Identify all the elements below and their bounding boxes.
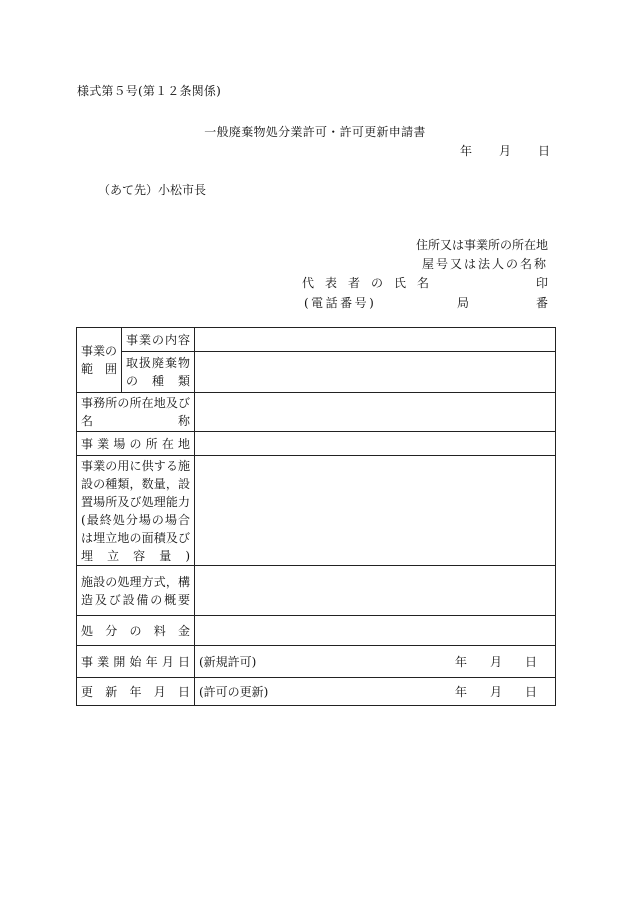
application-table bbox=[76, 327, 556, 706]
date-month: 月 bbox=[498, 144, 511, 158]
start-year: 年 bbox=[455, 654, 468, 669]
date-year: 年 bbox=[460, 144, 473, 158]
renewal-date-field[interactable] bbox=[195, 678, 556, 706]
processing-method-field[interactable] bbox=[195, 566, 556, 616]
seal-mark: 印 bbox=[535, 276, 548, 290]
table-row bbox=[77, 328, 556, 352]
submission-date bbox=[460, 142, 550, 159]
table-row bbox=[77, 456, 556, 566]
fee-field[interactable] bbox=[195, 616, 556, 646]
date-day: 日 bbox=[537, 144, 550, 158]
start-date-ymd bbox=[455, 653, 537, 671]
processing-method-label: 施設の処理方式，構造及び設備の概要 bbox=[77, 566, 195, 616]
table-row bbox=[77, 678, 556, 706]
table-row bbox=[77, 352, 556, 393]
business-content-field[interactable] bbox=[195, 328, 556, 352]
applicant-name-label: 屋号又は法人の名称 bbox=[421, 257, 548, 271]
phone-label: (電話番号) bbox=[304, 296, 377, 310]
table-row bbox=[77, 393, 556, 432]
site-location-label: 事業場の所在地 bbox=[77, 432, 195, 456]
table-row bbox=[77, 616, 556, 646]
site-location-field[interactable] bbox=[195, 432, 556, 456]
addressee: （あて先）小松市長 bbox=[98, 183, 207, 197]
phone-kyoku: 局 bbox=[457, 296, 470, 310]
start-date-type: (新規許可) bbox=[199, 654, 257, 669]
renewal-date-type: (許可の更新) bbox=[199, 684, 269, 699]
start-date-field[interactable] bbox=[195, 646, 556, 678]
start-day: 日 bbox=[524, 654, 537, 669]
office-location-label: 事務所の所在地及び名称 bbox=[77, 393, 195, 432]
office-location-field[interactable] bbox=[195, 393, 556, 432]
table-row bbox=[77, 646, 556, 678]
start-month: 月 bbox=[489, 654, 502, 669]
renewal-date-label: 更新年月日 bbox=[77, 678, 195, 706]
applicant-address-label: 住所又は事業所の所在地 bbox=[415, 238, 548, 252]
facilities-label: 事業の用に供する施設の種類，数量，設置場所及び処理能力(最終処分場の場合は埋立地の面積及び埋立容量) bbox=[77, 456, 195, 566]
representative-label: 代表者の氏名 bbox=[302, 276, 441, 290]
renewal-month: 月 bbox=[489, 684, 502, 699]
waste-types-label: 取扱廃棄物の種類 bbox=[122, 352, 195, 393]
table-row bbox=[77, 432, 556, 456]
waste-types-field[interactable] bbox=[195, 352, 556, 393]
phone-ban: 番 bbox=[535, 296, 548, 310]
renewal-date-ymd bbox=[455, 683, 537, 701]
renewal-day: 日 bbox=[524, 684, 537, 699]
facilities-field[interactable] bbox=[195, 456, 556, 566]
table-row bbox=[77, 566, 556, 616]
fee-label: 処分の料金 bbox=[77, 616, 195, 646]
business-content-label: 事業の内容 bbox=[122, 328, 195, 352]
business-scope-label: 事業の範囲 bbox=[77, 328, 122, 393]
form-number: 様式第５号(第１２条関係) bbox=[77, 84, 221, 98]
form-title: 一般廃棄物処分業許可・許可更新申請書 bbox=[204, 125, 426, 139]
renewal-year: 年 bbox=[455, 684, 468, 699]
start-date-label: 事業開始年月日 bbox=[77, 646, 195, 678]
